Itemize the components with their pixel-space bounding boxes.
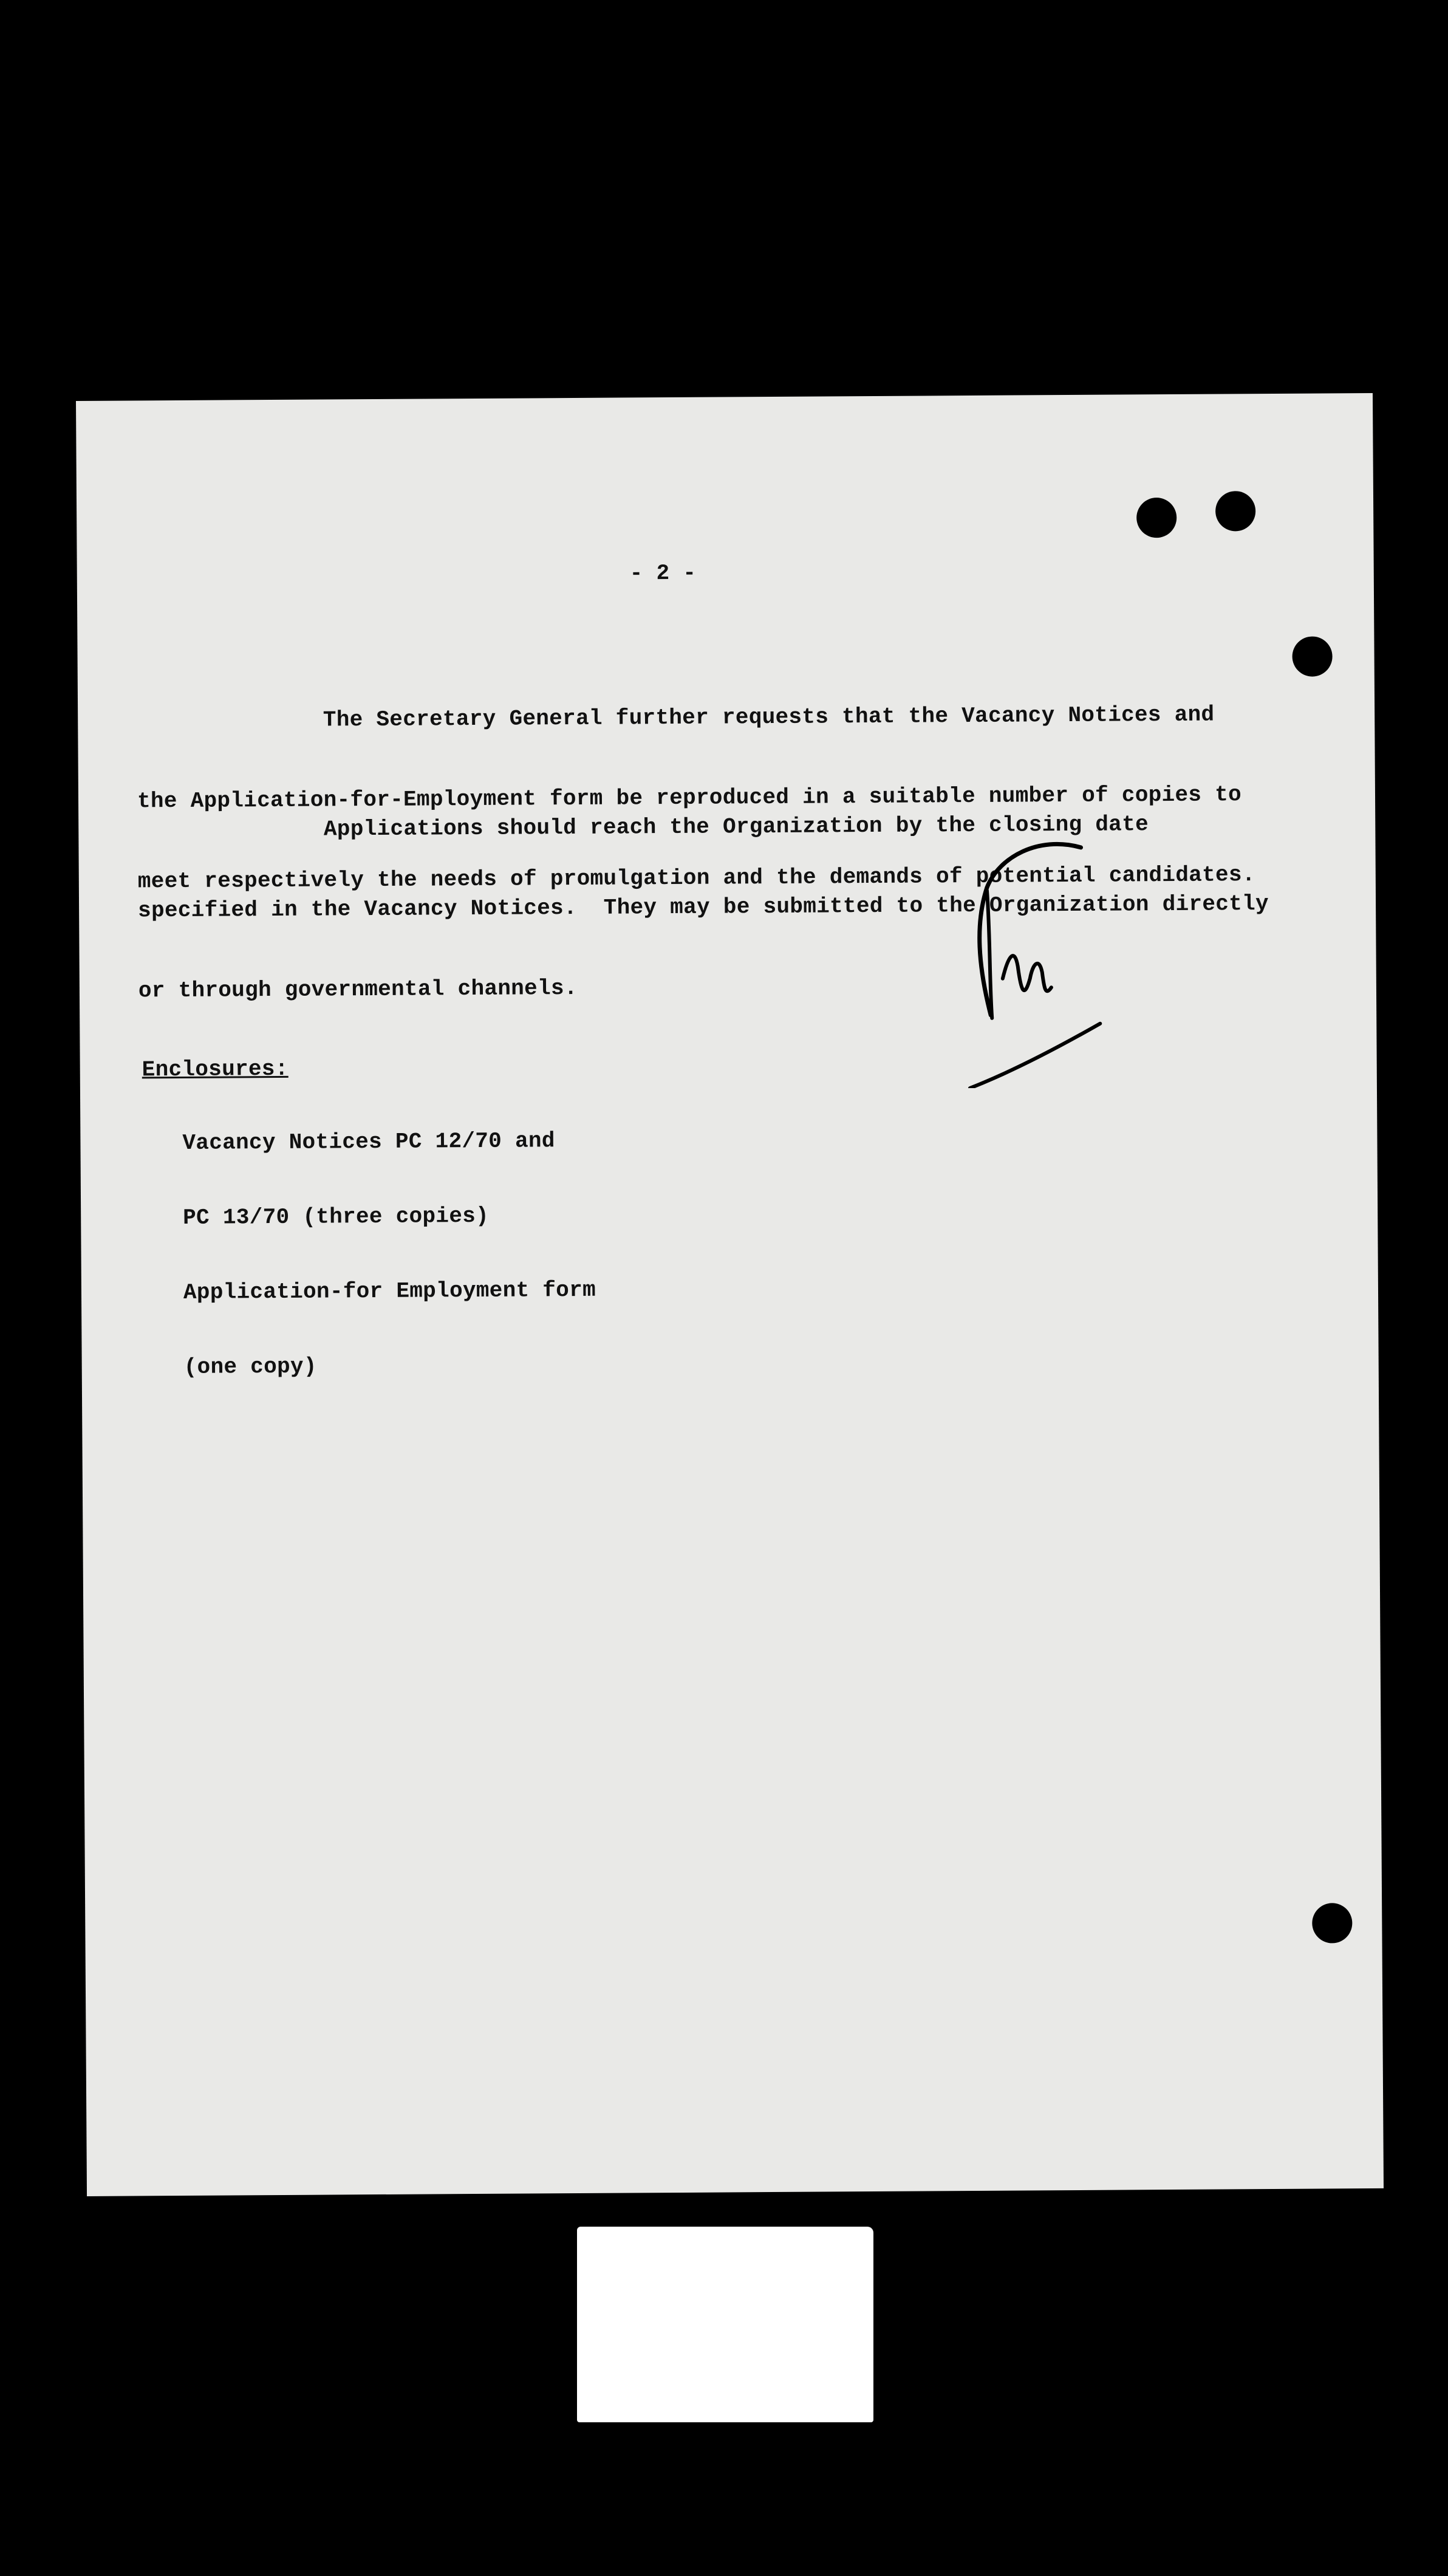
list-item: (one copy): [183, 1354, 317, 1380]
list-item: Vacancy Notices PC 12/70 and: [182, 1128, 555, 1156]
text-line: or through governmental channels.: [138, 975, 578, 1004]
document-page: [76, 393, 1384, 2196]
list-item: Application-for Employment form: [183, 1277, 596, 1305]
text-line: The Secretary General further requests that the Vacancy Notices and: [137, 702, 1215, 734]
list-item: PC 13/70 (three copies): [183, 1203, 490, 1230]
page-number: - 2 -: [629, 560, 697, 586]
punch-hole: [1292, 636, 1332, 676]
punch-hole: [1136, 498, 1176, 538]
blank-label-card: [577, 2227, 873, 2422]
handwritten-signature: [953, 832, 1149, 1088]
text-line: the Application-for-Employment form be reproduced in a suitable number of copies to: [137, 782, 1242, 814]
punch-hole: [1312, 1903, 1352, 1943]
punch-hole: [1215, 491, 1255, 531]
enclosures-list: [182, 1078, 597, 1430]
text-line: specified in the Vacancy Notices. They may be submitted to the Organization directly: [138, 891, 1269, 923]
text-line: Applications should reach the Organization by the closing date: [137, 812, 1149, 843]
text-line: meet respectively the needs of promulgation and the demands of potential candidates.: [137, 862, 1255, 894]
enclosures-heading: Enclosures:: [142, 1056, 289, 1083]
